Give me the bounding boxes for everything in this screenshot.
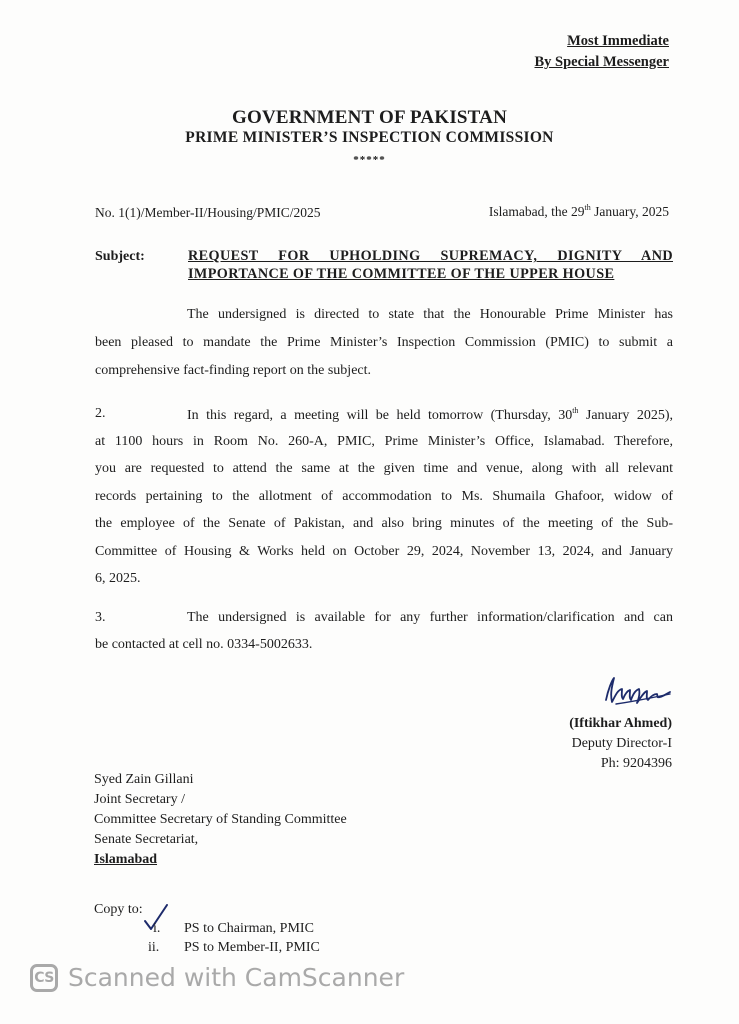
copy-item-number: i. (153, 921, 161, 936)
camscanner-text: Scanned with CamScanner (68, 963, 405, 992)
addressee-title-2: Committee Secretary of Standing Committee (94, 812, 347, 827)
signatory-name: (Iftikhar Ahmed) (569, 716, 672, 731)
camscanner-logo-icon: CS (30, 964, 58, 992)
signatory-designation: Deputy Director-I (571, 736, 672, 751)
para2-line-2: at 1100 hours in Room No. 260-A, PMIC, Prime Minister’s Office, Islamabad. Therefore, (95, 434, 673, 449)
para2-line-4: records pertaining to the allotment of accommodation to Ms. Shumaila Ghafoor, widow of (95, 489, 673, 504)
para2-line-1: In this regard, a meeting will be held tomorrow (Thursday, 30th January 2025), (187, 406, 673, 423)
addressee-title-1: Joint Secretary / (94, 792, 185, 807)
heading-stars: ***** (353, 154, 386, 166)
reference-number: No. 1(1)/Member-II/Housing/PMIC/2025 (95, 205, 321, 220)
commission-heading: PRIME MINISTER’S INSPECTION COMMISSION (185, 129, 554, 146)
camscanner-watermark (30, 963, 404, 992)
letter-date: Islamabad, the 29th January, 2025 (488, 203, 669, 219)
government-heading: GOVERNMENT OF PAKISTAN (232, 107, 507, 128)
delivery-mark: By Special Messenger (534, 54, 669, 70)
para2-line-6: Committee of Housing & Works held on October 29, 2024, November 13, 2024, and January (95, 544, 673, 559)
para3-line-1: The undersigned is available for any further information/clarification and can (187, 610, 673, 625)
priority-mark: Most Immediate (567, 33, 669, 49)
subject-line-1: REQUEST FOR UPHOLDING SUPREMACY, DIGNITY AND (188, 248, 673, 264)
para1-line-2: been pleased to mandate the Prime Minister’s Inspection Commission (PMIC) to submit a (95, 335, 673, 350)
copy-item-number: ii. (148, 940, 160, 955)
subject-label: Subject: (95, 249, 145, 264)
para2-number: 2. (95, 406, 106, 421)
subject-line-2: IMPORTANCE OF THE COMMITTEE OF THE UPPER HOUSE (188, 266, 615, 282)
signatory-phone: Ph: 9204396 (600, 756, 672, 771)
para2-line-3: you are requested to attend the same at the given time and venue, along with all relevant (95, 461, 673, 476)
addressee-city: Islamabad (94, 852, 158, 867)
copy-item-text: PS to Chairman, PMIC (184, 921, 314, 936)
copy-item-text: PS to Member-II, PMIC (184, 940, 320, 955)
para3-number: 3. (95, 610, 106, 625)
para1-line-1: The undersigned is directed to state that the Honourable Prime Minister has (187, 307, 673, 322)
para1-line-3: comprehensive fact-finding report on the subject. (95, 363, 372, 378)
para2-line-5: the employee of the Senate of Pakistan, and also bring minutes of the meeting of the Sub- (95, 516, 673, 531)
addressee-name: Syed Zain Gillani (94, 772, 194, 787)
addressee-office: Senate Secretariat, (94, 832, 199, 847)
handwritten-signature (600, 672, 680, 708)
copy-to-label: Copy to: (94, 902, 143, 917)
para3-line-2: be contacted at cell no. 0334-5002633. (95, 637, 313, 652)
para2-line-7: 6, 2025. (95, 571, 141, 586)
